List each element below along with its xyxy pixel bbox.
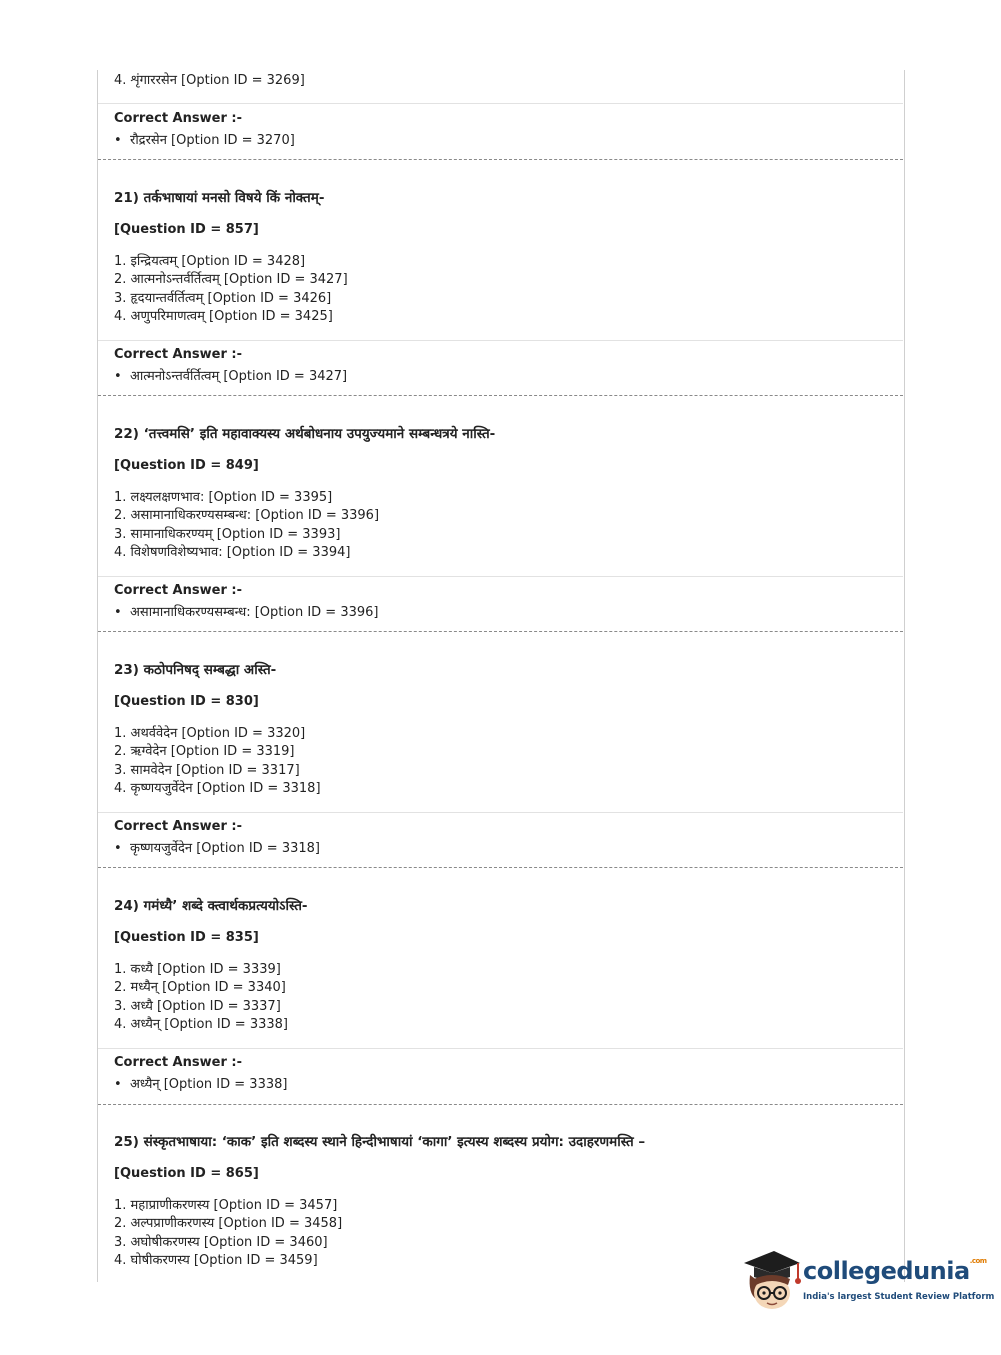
- correct-answer: • रौद्ररसेन [Option ID = 3270]: [114, 132, 295, 150]
- question-title: 24) गमंध्यै’ शब्दे क्त्वार्थकप्रत्ययोऽस्ति-: [114, 898, 308, 914]
- logo-tagline: India's largest Student Review Platform: [803, 1292, 995, 1302]
- question-separator: [98, 159, 903, 160]
- question-id: [Question ID = 835]: [114, 930, 259, 945]
- option-line: 4. अध्यैन् [Option ID = 3338]: [114, 1017, 288, 1032]
- correct-answer-label: Correct Answer :-: [114, 583, 242, 598]
- divider: [98, 103, 903, 104]
- question-id: [Question ID = 857]: [114, 222, 259, 237]
- collegedunia-logo: [740, 1245, 995, 1320]
- option-line: 3. हृदयान्तर्वर्तित्वम् [Option ID = 3426]: [114, 291, 332, 306]
- question-separator: [98, 395, 903, 396]
- option-line: 2. अल्पप्राणीकरणस्य [Option ID = 3458]: [114, 1216, 343, 1231]
- correct-answer-label: Correct Answer :-: [114, 819, 242, 834]
- option-line: 4. शृंगाररसेन [Option ID = 3269]: [114, 73, 305, 88]
- divider: [98, 576, 903, 577]
- option-line: 2. आत्मनोऽन्तर्वर्तित्वम् [Option ID = 3427]: [114, 272, 348, 287]
- question-title: 25) संस्कृतभाषाया: ‘काक’ इति शब्दस्य स्थाने हिन्दीभाषायां ‘कागा’ इत्यस्य शब्दस्य प्रयोग: उदाहरणमस्ति –: [114, 1134, 646, 1150]
- mascot-icon: [740, 1245, 802, 1315]
- option-line: 3. सामवेदेन [Option ID = 3317]: [114, 763, 300, 778]
- question-id: [Question ID = 849]: [114, 458, 259, 473]
- option-line: 1. कध्यै [Option ID = 3339]: [114, 962, 281, 977]
- correct-answer-label: Correct Answer :-: [114, 1055, 242, 1070]
- correct-answer: • अध्यैन् [Option ID = 3338]: [114, 1076, 287, 1094]
- option-line: 4. कृष्णयजुर्वेदेन [Option ID = 3318]: [114, 781, 321, 796]
- option-line: 4. अणुपरिमाणत्वम् [Option ID = 3425]: [114, 309, 333, 324]
- correct-answer-label: Correct Answer :-: [114, 347, 242, 362]
- option-line: 1. इन्द्रियत्वम् [Option ID = 3428]: [114, 254, 306, 269]
- correct-answer-label: Correct Answer :-: [114, 111, 242, 126]
- question-separator: [98, 631, 903, 632]
- question-id: [Question ID = 830]: [114, 694, 259, 709]
- logo-wordmark: collegedunia$^{.com}$: [803, 1257, 987, 1285]
- correct-answer: • कृष्णयजुर्वेदेन [Option ID = 3318]: [114, 840, 320, 858]
- option-line: 1. अथर्ववेदेन [Option ID = 3320]: [114, 726, 306, 741]
- question-separator: [98, 867, 903, 868]
- correct-answer: • आत्मनोऽन्तर्वर्तित्वम् [Option ID = 3427]: [114, 368, 347, 386]
- option-line: 4. विशेषणविशेष्यभाव: [Option ID = 3394]: [114, 545, 351, 560]
- option-line: 1. महाप्राणीकरणस्य [Option ID = 3457]: [114, 1198, 338, 1213]
- question-title: 22) ‘तत्त्वमसि’ इति महावाक्यस्य अर्थबोधनाय उपयुज्यमाने सम्बन्धत्रये नास्ति-: [114, 426, 496, 442]
- option-line: 3. सामानाधिकरण्यम् [Option ID = 3393]: [114, 527, 341, 542]
- question-title: 21) तर्कभाषायां मनसो विषये किं नोक्तम्-: [114, 190, 325, 206]
- option-line: 4. घोषीकरणस्य [Option ID = 3459]: [114, 1253, 318, 1268]
- divider: [98, 340, 903, 341]
- question-id: [Question ID = 865]: [114, 1166, 259, 1181]
- option-line: 2. मध्यैन् [Option ID = 3340]: [114, 980, 286, 995]
- option-line: 3. अघोषीकरणस्य [Option ID = 3460]: [114, 1235, 328, 1250]
- option-line: 2. ऋग्वेदेन [Option ID = 3319]: [114, 744, 295, 759]
- divider: [98, 1048, 903, 1049]
- question-title: 23) कठोपनिषद् सम्बद्धा अस्ति-: [114, 662, 277, 678]
- question-separator: [98, 1104, 903, 1105]
- divider: [98, 812, 903, 813]
- option-line: 1. लक्ष्यलक्षणभाव: [Option ID = 3395]: [114, 490, 333, 505]
- option-line: 3. अध्यै [Option ID = 3337]: [114, 999, 281, 1014]
- correct-answer: • असामानाधिकरण्यसम्बन्ध: [Option ID = 3396]: [114, 604, 378, 622]
- option-line: 2. असामानाधिकरण्यसम्बन्ध: [Option ID = 3396]: [114, 508, 380, 523]
